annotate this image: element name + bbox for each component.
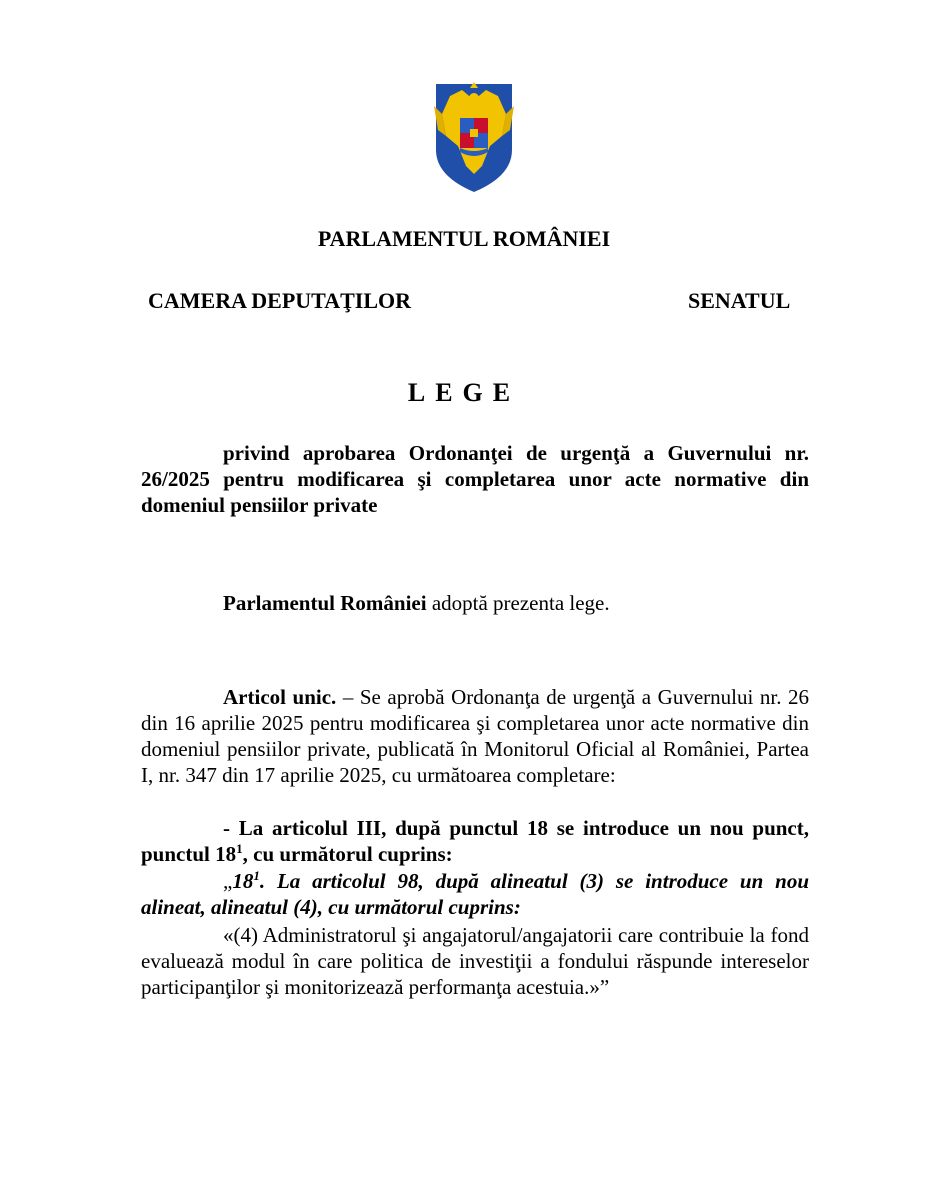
adoption-text: adoptă prezenta lege. — [426, 591, 610, 615]
amendment-quote-title — [141, 868, 809, 920]
amendment-quote-body: «(4) Administratorul şi angajatorul/angajatorii care contribuie la fond evaluează modul în care politica de investiţii a fondului răspunde intereselor participanţilor şi monitorizează performanţa acestuia.»” — [141, 923, 809, 999]
article-label: Articol unic. — [223, 685, 337, 709]
adoption-statement — [141, 590, 809, 616]
article-text: – Se aprobă Ordonanţa de urgenţă a Guvernului nr. 26 din 16 aprilie 2025 pentru modificarea şi completarea unor acte normative din domeniul pensiilor private, publicată în Monitorul Oficial al României, Partea I, nr. 347 din 17 aprilie 2025, cu următoarea completare: — [141, 685, 809, 787]
law-subtitle: privind aprobarea Ordonanţei de urgenţă a Guvernului nr. 26/2025 pentru modificarea şi completarea unor acte normative din domeniul pensiilor private — [141, 441, 809, 517]
quote-point-number: 18 — [232, 869, 254, 893]
coat-of-arms-icon — [432, 80, 516, 196]
quote-title-text: . La articolul 98, după alineatul (3) se introduce un nou alineat, alineatul (4), cu următorul cuprins: — [141, 869, 809, 919]
quote-point-sup: 1 — [253, 868, 260, 883]
amendment-intro-sup: 1 — [236, 841, 243, 856]
chamber-of-deputies-heading: CAMERA DEPUTAŢILOR — [148, 288, 412, 313]
document-title: LEGE — [407, 378, 521, 407]
adoption-subject: Parlamentul României — [223, 591, 427, 615]
amendment-intro — [141, 815, 809, 867]
quote-open-mark: „ — [223, 869, 233, 893]
parliament-heading: PARLAMENTUL ROMÂNIEI — [317, 226, 611, 251]
senate-heading: SENATUL — [688, 288, 791, 313]
amendment-intro-end: , cu următorul cuprins: — [242, 842, 453, 866]
article-paragraph — [141, 684, 809, 788]
amendment-intro-text: - La articolul III, după punctul 18 se introduce un nou punct, punctul 18 — [141, 816, 809, 866]
